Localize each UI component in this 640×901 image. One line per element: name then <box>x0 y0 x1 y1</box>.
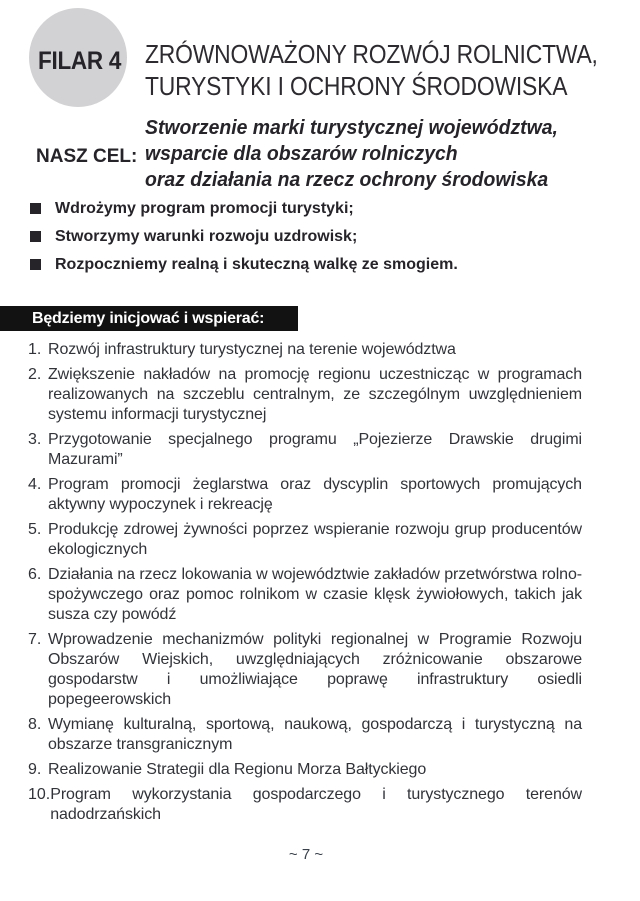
item-text: Rozwój infrastruktury turystycznej na terenie województwa <box>48 341 456 358</box>
item-number: 7. <box>28 631 42 648</box>
item-text: Wprowadzenie mechanizmów polityki regionalnej w Programie Rozwoju Obszarów Wiejskich, uwzględniających zróżnicowanie obszarowe gospodarstw i umożliwiające poprawę infrastruktury osiedli popegeerowskich <box>48 631 582 708</box>
goal-statement-line3: oraz działania na rzecz ochrony środowiska <box>145 169 549 191</box>
item-number: 9. <box>28 761 42 778</box>
goal-statement-line1: Stworzenie marki turystycznej województwa, <box>145 117 558 139</box>
item-text: Produkcję zdrowej żywności poprzez wspieranie rozwoju grup producentów ekologicznych <box>48 521 582 558</box>
item-number: 8. <box>28 716 42 733</box>
list-item <box>28 715 582 755</box>
list-item <box>28 785 582 825</box>
list-item <box>28 430 582 470</box>
commitments-list <box>30 200 590 284</box>
item-text: Realizowanie Strategii dla Regionu Morza Bałtyckiego <box>48 761 427 778</box>
commitment-text: Stworzymy warunki rozwoju uzdrowisk; <box>55 228 358 245</box>
list-item <box>28 365 582 425</box>
page-title <box>145 38 598 102</box>
pillar-label: FILAR 4 <box>38 47 122 75</box>
goal-statement-line2: wsparcie dla obszarów rolniczych <box>145 143 458 165</box>
commitment-text: Wdrożymy program promocji turystyki; <box>55 200 354 217</box>
square-bullet-icon <box>30 231 41 242</box>
list-item <box>28 565 582 625</box>
goal-statement <box>145 115 558 193</box>
list-item <box>28 630 582 710</box>
list-item <box>28 340 582 360</box>
item-number: 2. <box>28 366 42 383</box>
section-header-text: Będziemy inicjować i wspierać: <box>32 310 265 327</box>
item-text: Program wykorzystania gospodarczego i turystycznego terenów nadodrzańskich <box>50 786 582 823</box>
item-text: Działania na rzecz lokowania w województwie zakładów przetwórstwa rolno-spożywczego oraz pomoc rolnikom w czasie klęsk żywiołowych, takich jak susza czy powódź <box>48 566 582 623</box>
list-item <box>28 520 582 560</box>
item-number: 1. <box>28 341 42 358</box>
item-text: Przygotowanie specjalnego programu „Pojezierze Drawskie drugimi Mazurami” <box>48 431 582 468</box>
item-number: 5. <box>28 521 42 538</box>
item-number: 6. <box>28 566 42 583</box>
section-header-bar <box>0 306 298 331</box>
commitment-text: Rozpoczniemy realną i skuteczną walkę ze smogiem. <box>55 256 458 273</box>
item-text: Zwiększenie nakładów na promocję regionu uczestnicząc w programach realizowanych na szczeblu centralnym, ze szczególnym uwzględnieniem systemu informacji turystycznej <box>48 366 582 423</box>
page-title-line2: TURYSTYKI I OCHRONY ŚRODOWISKA <box>145 71 568 101</box>
list-item <box>30 228 590 245</box>
list-item <box>30 256 590 273</box>
square-bullet-icon <box>30 259 41 270</box>
initiatives-list <box>28 340 582 830</box>
item-text: Wymianę kulturalną, sportową, naukową, gospodarczą i turystyczną na obszarze transgranicznym <box>48 716 582 753</box>
item-number: 10. <box>28 786 51 803</box>
goal-label: NASZ CEL: <box>36 146 138 167</box>
list-item <box>28 475 582 515</box>
list-item <box>28 760 582 780</box>
item-text: Program promocji żeglarstwa oraz dyscyplin sportowych promujących aktywny wypoczynek i rekreację <box>48 476 582 513</box>
page-title-line1: ZRÓWNOWAŻONY ROZWÓJ ROLNICTWA, <box>145 39 598 69</box>
page-number: ~ 7 ~ <box>288 846 324 863</box>
item-number: 3. <box>28 431 42 448</box>
square-bullet-icon <box>30 203 41 214</box>
list-item <box>30 200 590 217</box>
item-number: 4. <box>28 476 42 493</box>
